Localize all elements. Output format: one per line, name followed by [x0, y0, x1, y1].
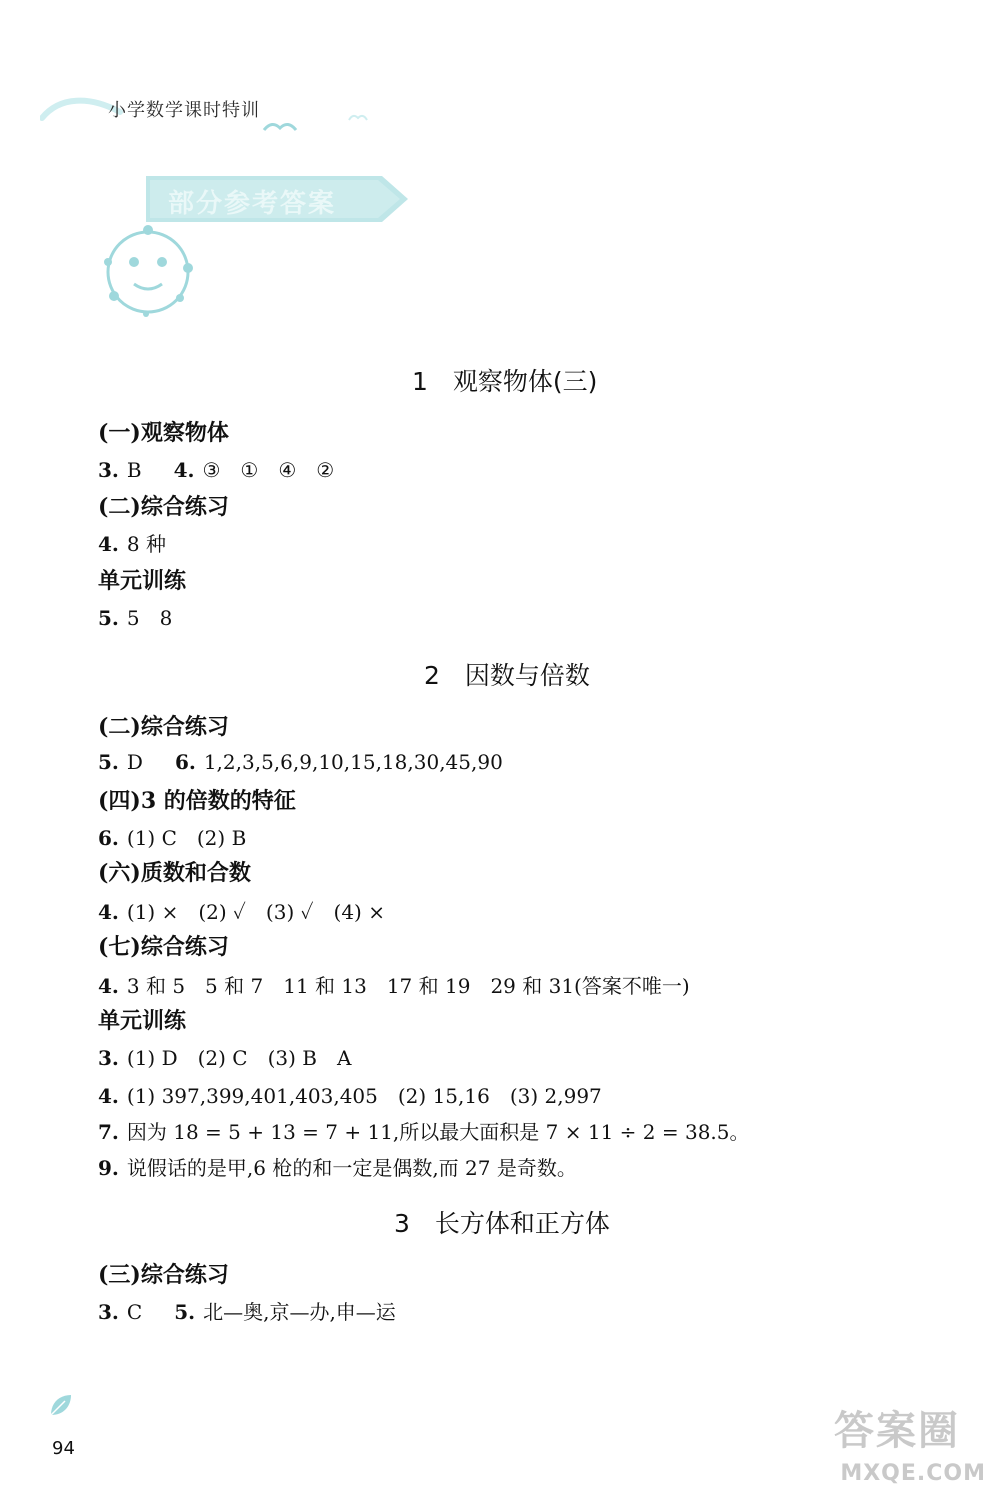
answer-line	[98, 602, 172, 631]
answer-number: 6.	[174, 750, 196, 774]
answer-line	[98, 1116, 750, 1145]
answer-line	[98, 528, 166, 557]
answer-line	[98, 896, 385, 925]
answer-line	[98, 1152, 577, 1181]
answer-line	[98, 1042, 351, 1071]
answer-number: 3.	[98, 1046, 119, 1070]
answer-text: (1) 397,399,401,403,405 (2) 15,16 (3) 2,997	[126, 1084, 602, 1108]
subsection-heading: (一)观察物体	[98, 420, 229, 446]
answer-number: 5.	[174, 1300, 196, 1324]
subsection-heading: (二)综合练习	[98, 714, 229, 740]
answer-text: 3 和 5 5 和 7 11 和 13 17 和 19 29 和 31(答案不唯一)	[126, 974, 690, 998]
answer-text: 1,2,3,5,6,9,10,15,18,30,45,90	[203, 750, 503, 774]
answer-text: (1) C (2) B	[126, 826, 247, 850]
answer-line	[98, 1296, 396, 1325]
section-title-2: 2 因数与倍数	[424, 661, 590, 690]
section-title-3: 3 长方体和正方体	[394, 1209, 610, 1238]
banner-title: 部分参考答案	[168, 189, 337, 219]
answer-number: 6.	[98, 826, 119, 850]
answer-text: D	[126, 750, 143, 774]
subsection-heading: 单元训练	[98, 1008, 187, 1034]
answer-line	[98, 750, 503, 774]
page-number: 94	[52, 1438, 75, 1459]
leaf-icon	[48, 1392, 74, 1418]
answer-number: 4.	[98, 1084, 119, 1108]
answer-line	[98, 822, 246, 851]
subsection-heading: (四)3 的倍数的特征	[98, 788, 296, 814]
answer-number: 3.	[98, 1300, 119, 1324]
answer-number: 4.	[98, 974, 119, 998]
answer-text: 说假话的是甲,6 枪的和一定是偶数,而 27 是奇数。	[126, 1156, 577, 1180]
bird-icon	[262, 118, 298, 138]
answer-text: B	[126, 458, 142, 482]
answer-number: 4.	[98, 900, 119, 924]
mascot-face-icon	[98, 222, 198, 318]
answer-text: 因为 18 = 5 + 13 = 7 + 11,所以最大面积是 7 × 11 ÷ 2 = 38.5。	[126, 1120, 750, 1144]
subsection-heading: (六)质数和合数	[98, 860, 251, 886]
answer-number: 5.	[98, 606, 119, 630]
answer-text: 8 种	[126, 532, 166, 556]
subsection-heading: (三)综合练习	[98, 1262, 229, 1288]
answer-line	[98, 454, 334, 483]
subsection-heading: 单元训练	[98, 568, 187, 594]
answer-text: (1) D (2) C (3) B A	[126, 1046, 352, 1070]
answer-text: 北—奥,京—办,申—运	[203, 1300, 396, 1324]
answer-line	[98, 1080, 602, 1109]
answer-number: 7.	[98, 1120, 119, 1144]
answer-text: 5 8	[126, 606, 173, 630]
answer-number: 3.	[98, 458, 119, 482]
answer-text: ③ ① ④ ②	[202, 458, 335, 482]
subsection-heading: (七)综合练习	[98, 934, 229, 960]
answer-number: 4.	[173, 458, 195, 482]
answer-line	[98, 970, 690, 999]
answer-number: 5.	[98, 750, 119, 774]
answer-text: C	[126, 1300, 143, 1324]
answer-text: (1) × (2) ✓ (3) ✓ (4) ×	[126, 900, 385, 924]
bird-small-icon	[348, 112, 368, 126]
section-title-1: 1 观察物体(三)	[412, 367, 598, 396]
answer-number: 4.	[98, 532, 119, 556]
watermark-url: MXQE.COM	[840, 1461, 986, 1486]
subsection-heading: (二)综合练习	[98, 494, 229, 520]
book-title: 小学数学课时特训	[108, 100, 260, 121]
watermark-logo: 答案圈	[834, 1408, 960, 1454]
answer-number: 9.	[98, 1156, 119, 1180]
